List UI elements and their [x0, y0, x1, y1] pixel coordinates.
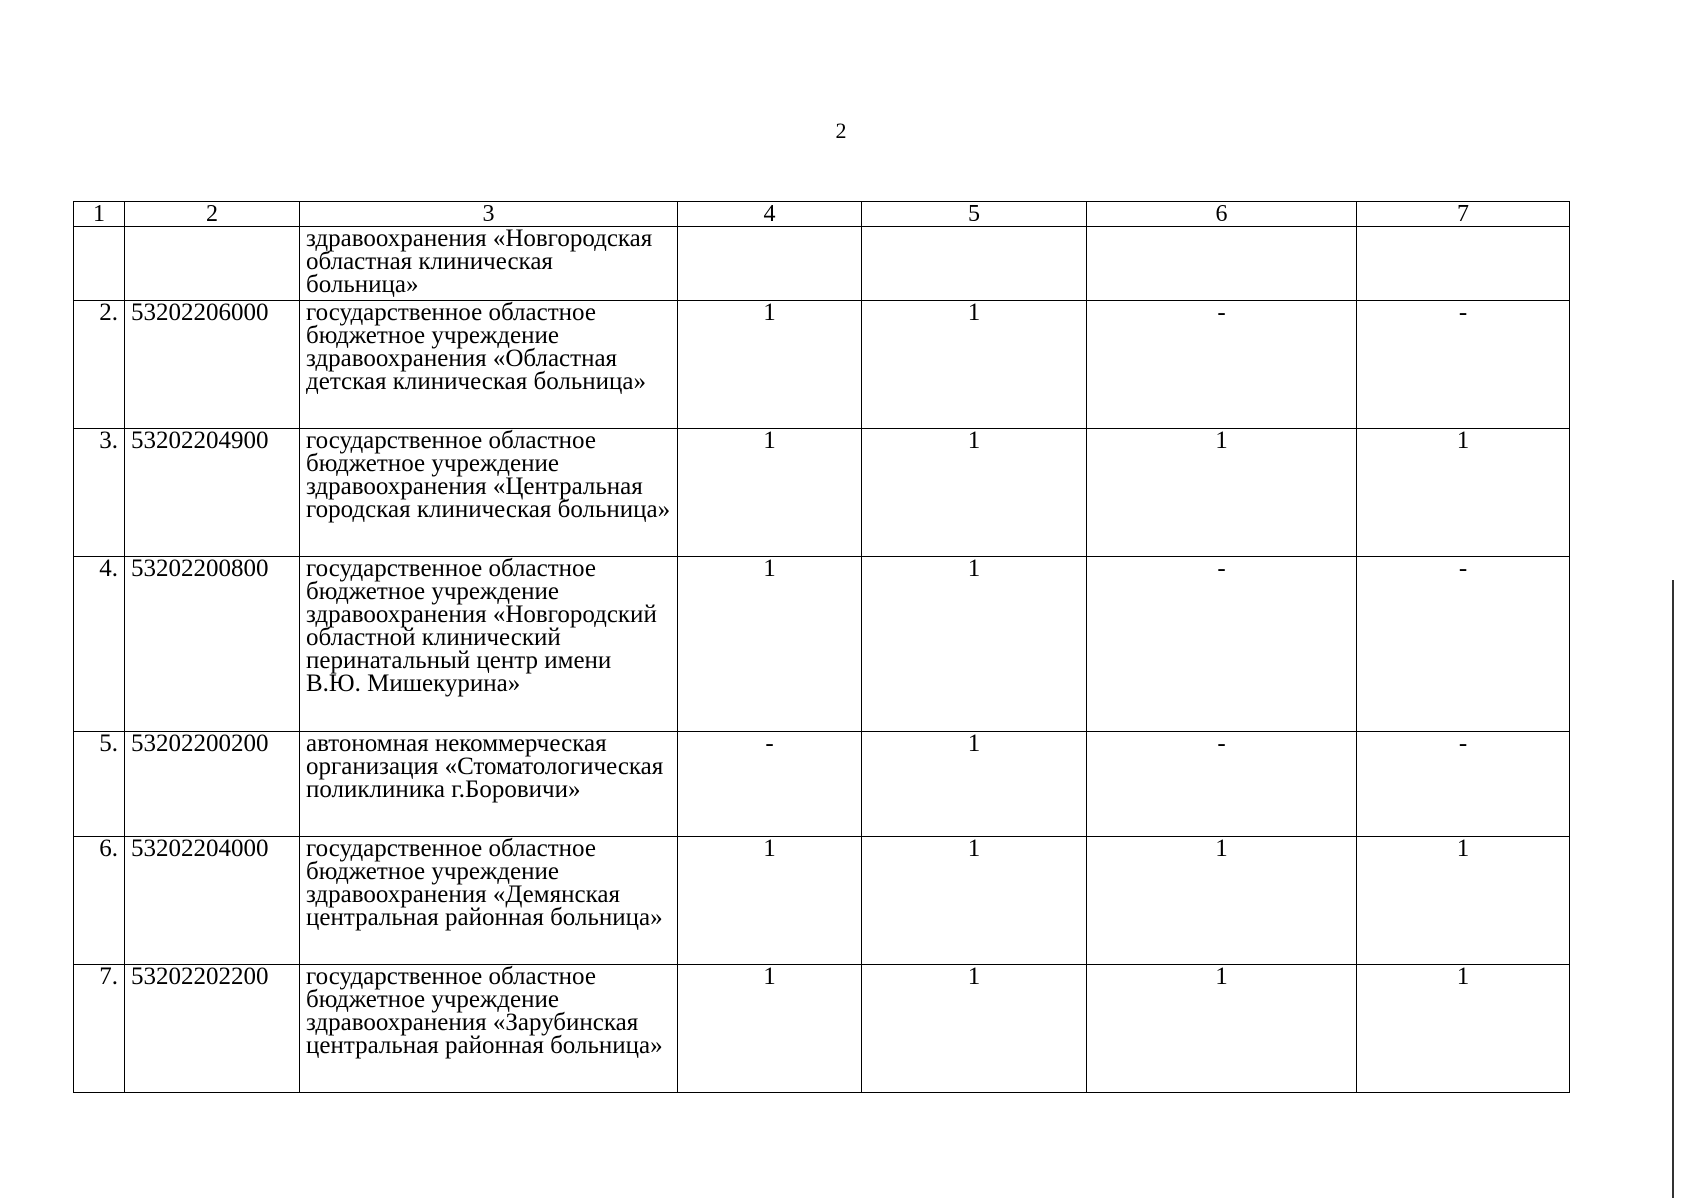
table-row-continued	[74, 227, 1570, 301]
row-value-col4: 1	[678, 557, 862, 732]
table-row	[74, 965, 1570, 1093]
row-value-col6: 1	[1087, 837, 1357, 965]
row-value-col6: 1	[1087, 429, 1357, 557]
row-value-col7: -	[1357, 557, 1570, 732]
row-value-col6: -	[1087, 732, 1357, 837]
scan-edge-line	[1672, 580, 1674, 1198]
row-institution-name: автономная некоммерческая организация «Стоматологическая поликлиника г.Боровичи»	[300, 732, 678, 837]
column-number-header-row	[74, 202, 1570, 227]
row-institution-name: здравоохранения «Новгородская областная клиническая больница»	[300, 227, 678, 301]
table-row	[74, 732, 1570, 837]
row-value-col5: 1	[862, 429, 1087, 557]
table-row	[74, 837, 1570, 965]
row-value-col6: 1	[1087, 965, 1357, 1093]
row-value-col7: 1	[1357, 837, 1570, 965]
row-code: 53202204000	[125, 837, 300, 965]
table-row	[74, 557, 1570, 732]
row-institution-name: государственное областное бюджетное учреждение здравоохранения «Областная детская клиническая больница»	[300, 301, 678, 429]
row-code	[125, 227, 300, 301]
row-code: 53202200200	[125, 732, 300, 837]
row-value-col5: 1	[862, 301, 1087, 429]
row-code: 53202200800	[125, 557, 300, 732]
row-value-col5: 1	[862, 837, 1087, 965]
row-value-col4: 1	[678, 965, 862, 1093]
row-institution-name: государственное областное бюджетное учреждение здравоохранения «Новгородский областной клинический перинатальный центр имени В.Ю. Мишекурина»	[300, 557, 678, 732]
row-code: 53202204900	[125, 429, 300, 557]
table-row	[74, 429, 1570, 557]
row-institution-name: государственное областное бюджетное учреждение здравоохранения «Зарубинская центральная районная больница»	[300, 965, 678, 1093]
row-value-col4	[678, 227, 862, 301]
row-value-col6	[1087, 227, 1357, 301]
column-header-2: 2	[125, 202, 300, 227]
row-number	[74, 227, 125, 301]
row-value-col7: 1	[1357, 965, 1570, 1093]
row-number: 4.	[74, 557, 125, 732]
row-code: 53202206000	[125, 301, 300, 429]
row-value-col5: 1	[862, 732, 1087, 837]
row-number: 6.	[74, 837, 125, 965]
row-value-col7: -	[1357, 301, 1570, 429]
row-value-col5: 1	[862, 557, 1087, 732]
column-header-7: 7	[1357, 202, 1570, 227]
column-header-4: 4	[678, 202, 862, 227]
row-code: 53202202200	[125, 965, 300, 1093]
row-value-col4: 1	[678, 837, 862, 965]
row-value-col4: -	[678, 732, 862, 837]
row-number: 7.	[74, 965, 125, 1093]
column-header-6: 6	[1087, 202, 1357, 227]
institutions-table	[73, 201, 1570, 1093]
column-header-3: 3	[300, 202, 678, 227]
row-value-col6: -	[1087, 557, 1357, 732]
row-institution-name: государственное областное бюджетное учреждение здравоохранения «Демянская центральная районная больница»	[300, 837, 678, 965]
row-value-col4: 1	[678, 429, 862, 557]
row-number: 3.	[74, 429, 125, 557]
row-value-col5	[862, 227, 1087, 301]
row-value-col7	[1357, 227, 1570, 301]
row-value-col6: -	[1087, 301, 1357, 429]
row-number: 5.	[74, 732, 125, 837]
page-number: 2	[835, 118, 847, 143]
row-value-col7: -	[1357, 732, 1570, 837]
column-header-5: 5	[862, 202, 1087, 227]
column-header-1: 1	[74, 202, 125, 227]
row-value-col4: 1	[678, 301, 862, 429]
table-row	[74, 301, 1570, 429]
row-institution-name: государственное областное бюджетное учреждение здравоохранения «Центральная городская клиническая больница»	[300, 429, 678, 557]
row-number: 2.	[74, 301, 125, 429]
row-value-col5: 1	[862, 965, 1087, 1093]
row-value-col7: 1	[1357, 429, 1570, 557]
